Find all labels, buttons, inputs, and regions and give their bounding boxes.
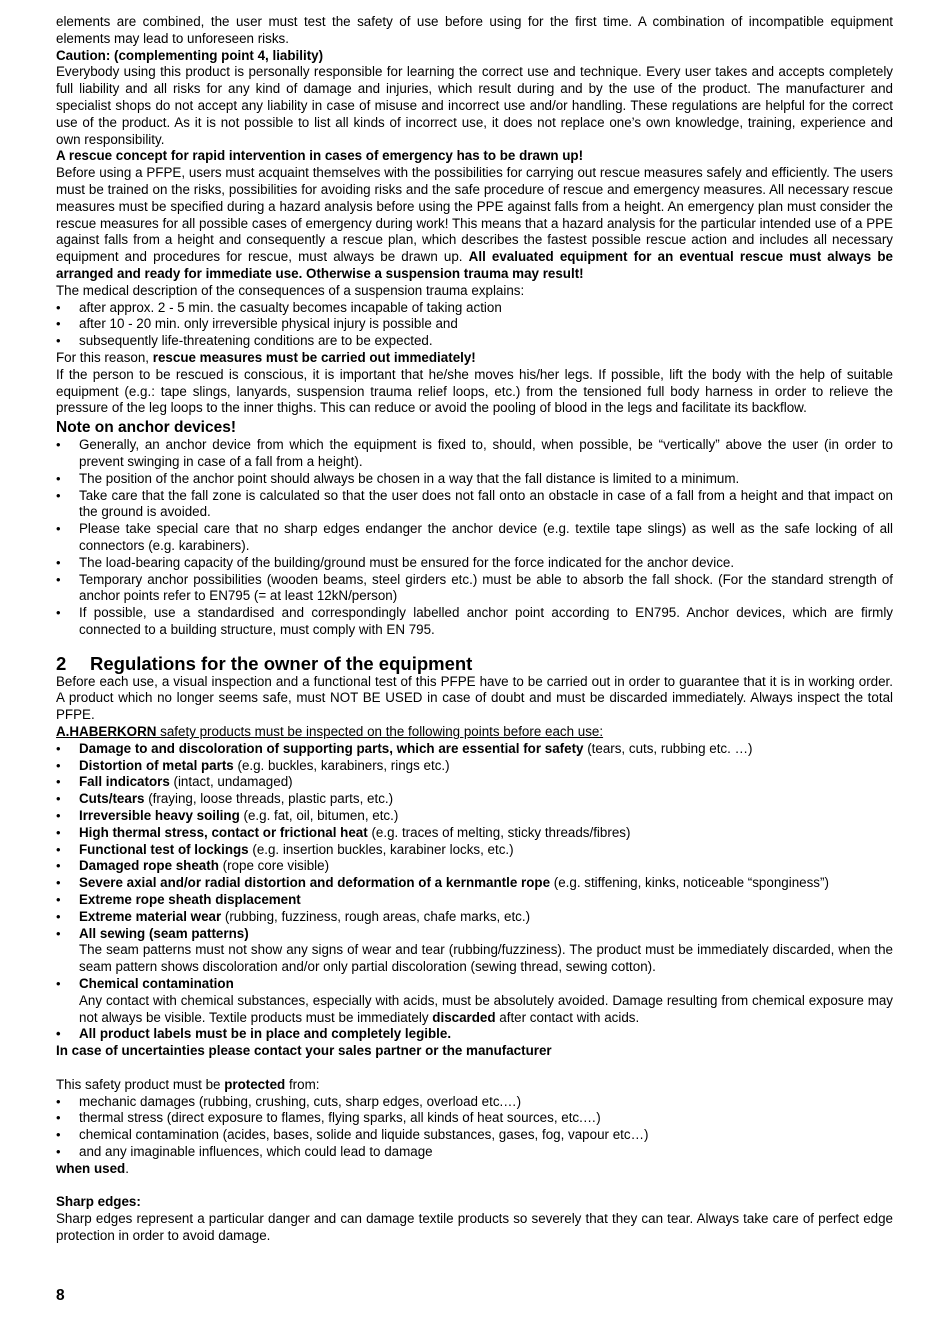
inspect-item-bold: Damage to and discoloration of supporting parts, which are essential for safety <box>79 740 584 756</box>
sewing-text: The seam patterns must not show any signs of wear and tear (rubbing/fuzziness). The product must be immediately discarded, when the seam pattern shows discoloration and/or only partial discoloration (sewing thread, sewing cotton). <box>79 942 893 975</box>
list-item-sewing <box>56 926 893 976</box>
inspect-list-item <box>56 808 893 825</box>
inspect-list-item <box>56 825 893 842</box>
inspect-item-bold: High thermal stress, contact or frictional heat <box>79 824 368 840</box>
trauma-list <box>56 300 893 350</box>
inspect-list-item <box>56 875 893 892</box>
inspect-item-detail: (rope core visible) <box>218 858 330 874</box>
list-item: • after approx. 2 - 5 min. the casualty becomes incapable of taking action <box>56 300 893 317</box>
protected-text-end: from: <box>285 1076 320 1092</box>
inspect-item-bold: Severe axial and/or radial distortion and deformation of a kernmantle rope <box>79 875 551 891</box>
inspect-item-detail: (e.g. insertion buckles, karabiner locks, etc.) <box>248 841 514 857</box>
inspect-list-item <box>56 892 893 909</box>
when-used <box>56 1161 893 1178</box>
inspect-item-detail: (e.g. buckles, karabiners, rings etc.) <box>233 757 450 773</box>
rescue-paragraph <box>56 165 893 283</box>
inspect-item-bold: Damaged rope sheath <box>79 858 219 874</box>
rescue-heading: A rescue concept for rapid intervention in cases of emergency has to be drawn up! <box>56 148 584 164</box>
inspect-list-item <box>56 791 893 808</box>
before-use-paragraph: Before each use, a visual inspection and a functional test of this PFPE have to be carried out in order to guarantee that it is in working order. A product which no longer seems safe, must NOT BE USED in case of doubt and must be discarded immediately. Always inspect the total PFPE. <box>56 673 893 723</box>
inspect-item-detail: (e.g. stiffening, kinks, noticeable “sponginess”) <box>550 875 829 891</box>
list-item: • after 10 - 20 min. only irreversible physical injury is possible and <box>56 316 893 333</box>
inspect-item-detail: (e.g. fat, oil, bitumen, etc.) <box>239 808 399 824</box>
list-item: • If possible, use a standardised and correspondingly labelled anchor point according to EN795. Anchor devices, which are firmly connected to a building structure, must comply with EN 795. <box>56 605 893 639</box>
page-number: 8 <box>56 1287 65 1304</box>
inspect-item-detail: (rubbing, fuzziness, rough areas, chafe marks, etc.) <box>221 908 531 924</box>
list-item: • subsequently life-threatening conditions are to be expected. <box>56 333 893 350</box>
protected-text: This safety product must be <box>56 1076 225 1092</box>
protected-intro <box>56 1077 893 1094</box>
inspect-item-bold: Distortion of metal parts <box>79 757 234 773</box>
list-item-labels: • All product labels must be in place and completely legible. <box>56 1026 893 1043</box>
inspect-intro <box>56 724 893 741</box>
list-item: • and any imaginable influences, which could lead to damage <box>56 1144 893 1161</box>
inspect-item-detail: (intact, undamaged) <box>169 774 293 790</box>
sharp-edges-paragraph: Sharp edges represent a particular danger and can damage textile products so severely that they can tear. Always take care of perfect edge protection in order to avoid damage. <box>56 1211 893 1243</box>
sewing-heading: All sewing (seam patterns) <box>79 925 249 941</box>
rescue-bold-text: All evaluated equipment for an eventual rescue must always be arranged and ready for immediate use. Otherwise a suspension trauma may result! <box>56 249 893 281</box>
inspect-item-bold: Extreme material wear <box>79 908 222 924</box>
chemical-text: Any contact with chemical substances, especially with acids, must be absolutely avoided. Damage resulting from chemical exposure may not always be visible. Textile products must be immediately <box>79 992 893 1025</box>
rescue-text: Before using a PFPE, users must acquaint themselves with the possibilities for carrying out rescue measures safely and efficiently. The users must be trained on the risks, possibilities for avoiding risks and the safe procedure of rescue and emergency measures. All necessary rescue measures must be specified during a hazard analysis before using the PPE against falls from a height. An emergency plan must consider the rescue measures for all possible cases of emergency during work! This means that a hazard analysis for the particular intended use of a PPE against falls from a height and consequently a rescue plan, which describes the fastest possible rescue action and includes all necessary equipment and procedures for rescue, must always be drawn up. <box>56 165 893 265</box>
chemical-text-end: after contact with acids. <box>495 1009 640 1025</box>
medical-paragraph: The medical description of the consequences of a suspension trauma explains: <box>56 282 525 298</box>
document-page <box>56 14 893 1245</box>
inspect-item-bold: Functional test of lockings <box>79 841 249 857</box>
caution-heading: Caution: (complementing point 4, liability) <box>56 47 324 63</box>
list-item-chemical <box>56 976 893 1026</box>
section-number: 2 <box>56 652 67 674</box>
conscious-paragraph: If the person to be rescued is conscious, it is important that he/she moves his/her legs. If possible, lift the body with the help of suitable equipment (e.g.: tape slings, lanyards, suspension trauma relief loops, etc.) from the tensioned full body harness in order to relieve the pressure of the leg loops to the inner thighs. This can reduce or avoid the pooling of blood in the legs and facilitate its backflow. <box>56 366 893 416</box>
inspect-item-bold: Cuts/tears <box>79 791 145 807</box>
list-item: • The load-bearing capacity of the building/ground must be ensured for the force indicated for the anchor device. <box>56 555 893 572</box>
inspect-list-item <box>56 909 893 926</box>
reason-text: For this reason, <box>56 349 150 365</box>
inspect-item-detail: (tears, cuts, rubbing etc. …) <box>583 740 753 756</box>
chemical-heading: Chemical contamination <box>79 976 234 992</box>
inspect-list-item <box>56 842 893 859</box>
chemical-bold-text: discarded <box>432 1009 496 1025</box>
reason-paragraph <box>56 350 893 367</box>
list-item: • Please take special care that no sharp edges endanger the anchor device (e.g. textile tape slings) as well as the safe locking of all connectors (e.g. karabiners). <box>56 521 893 555</box>
protected-bold-text: protected <box>224 1076 286 1092</box>
inspect-list-extra <box>56 926 893 1044</box>
inspect-list-item <box>56 774 893 791</box>
inspect-list-item <box>56 858 893 875</box>
list-item: • thermal stress (direct exposure to flames, flying sparks, all kinds of heat sources, etc.…) <box>56 1110 893 1127</box>
section-heading <box>56 653 893 674</box>
list-item: • chemical contamination (acides, bases, solide and liquide substances, gases, fog, vapour etc…) <box>56 1127 893 1144</box>
sharp-edges-heading: Sharp edges: <box>56 1194 141 1210</box>
list-item: • Generally, an anchor device from which the equipment is fixed to, should, when possible, be “vertically” above the user (in order to prevent swinging in case of a fall from a height). <box>56 437 893 471</box>
inspect-item-bold: Extreme rope sheath displacement <box>79 892 301 908</box>
inspect-item-detail: (fraying, loose threads, plastic parts, etc.) <box>144 791 394 807</box>
list-item: • The position of the anchor point should always be chosen in a way that the fall distance is limited to a minimum. <box>56 471 893 488</box>
inspect-item-bold: Irreversible heavy soiling <box>79 808 240 824</box>
inspect-list-item <box>56 741 893 758</box>
inspect-list-item <box>56 758 893 775</box>
uncertainties-note: In case of uncertainties please contact your sales partner or the manufacturer <box>56 1043 552 1059</box>
list-item: • Take care that the fall zone is calculated so that the user does not fall onto an obstacle in case of a fall from a height and that impact on the ground is avoided. <box>56 488 893 522</box>
protected-list <box>56 1094 893 1161</box>
caution-paragraph: Everybody using this product is personally responsible for learning the correct use and technique. Every user takes and accepts completely full liability and all risks for any kind of damage and injuries, which result during and by the use of the product. The manufacturer and specialist shops do not accept any liability in case of misuse and incorrect use and/or handling. These regulations are helpful for the correct use of the product. As it is not possible to list all kinds of incorrect use, it does not replace one’s own knowledge, training, experience and own responsibility. <box>56 64 893 147</box>
inspect-list <box>56 741 893 926</box>
when-used-bold-text: when used <box>56 1160 126 1176</box>
inspect-item-bold: Fall indicators <box>79 774 170 790</box>
anchor-heading: Note on anchor devices! <box>56 419 237 437</box>
brand-name: A.HABERKORN <box>56 724 157 740</box>
section-title: Regulations for the owner of the equipment <box>90 652 473 674</box>
anchor-list <box>56 437 893 639</box>
inspect-item-detail: (e.g. traces of melting, sticky threads/fibres) <box>367 824 631 840</box>
intro-paragraph: elements are combined, the user must test the safety of use before using for the first time. A combination of incompatible equipment elements may lead to unforeseen risks. <box>56 14 893 46</box>
when-used-end: . <box>125 1160 129 1176</box>
reason-bold-text: rescue measures must be carried out immediately! <box>152 349 476 365</box>
list-item: • mechanic damages (rubbing, crushing, cuts, sharp edges, overload etc.…) <box>56 1094 893 1111</box>
list-item: • Temporary anchor possibilities (wooden beams, steel girders etc.) must be able to absorb the fall shock. (For the standard strength of anchor points refer to EN795 (= at least 12kN/person) <box>56 572 893 606</box>
inspect-intro-text: safety products must be inspected on the following points before each use: <box>156 724 604 740</box>
